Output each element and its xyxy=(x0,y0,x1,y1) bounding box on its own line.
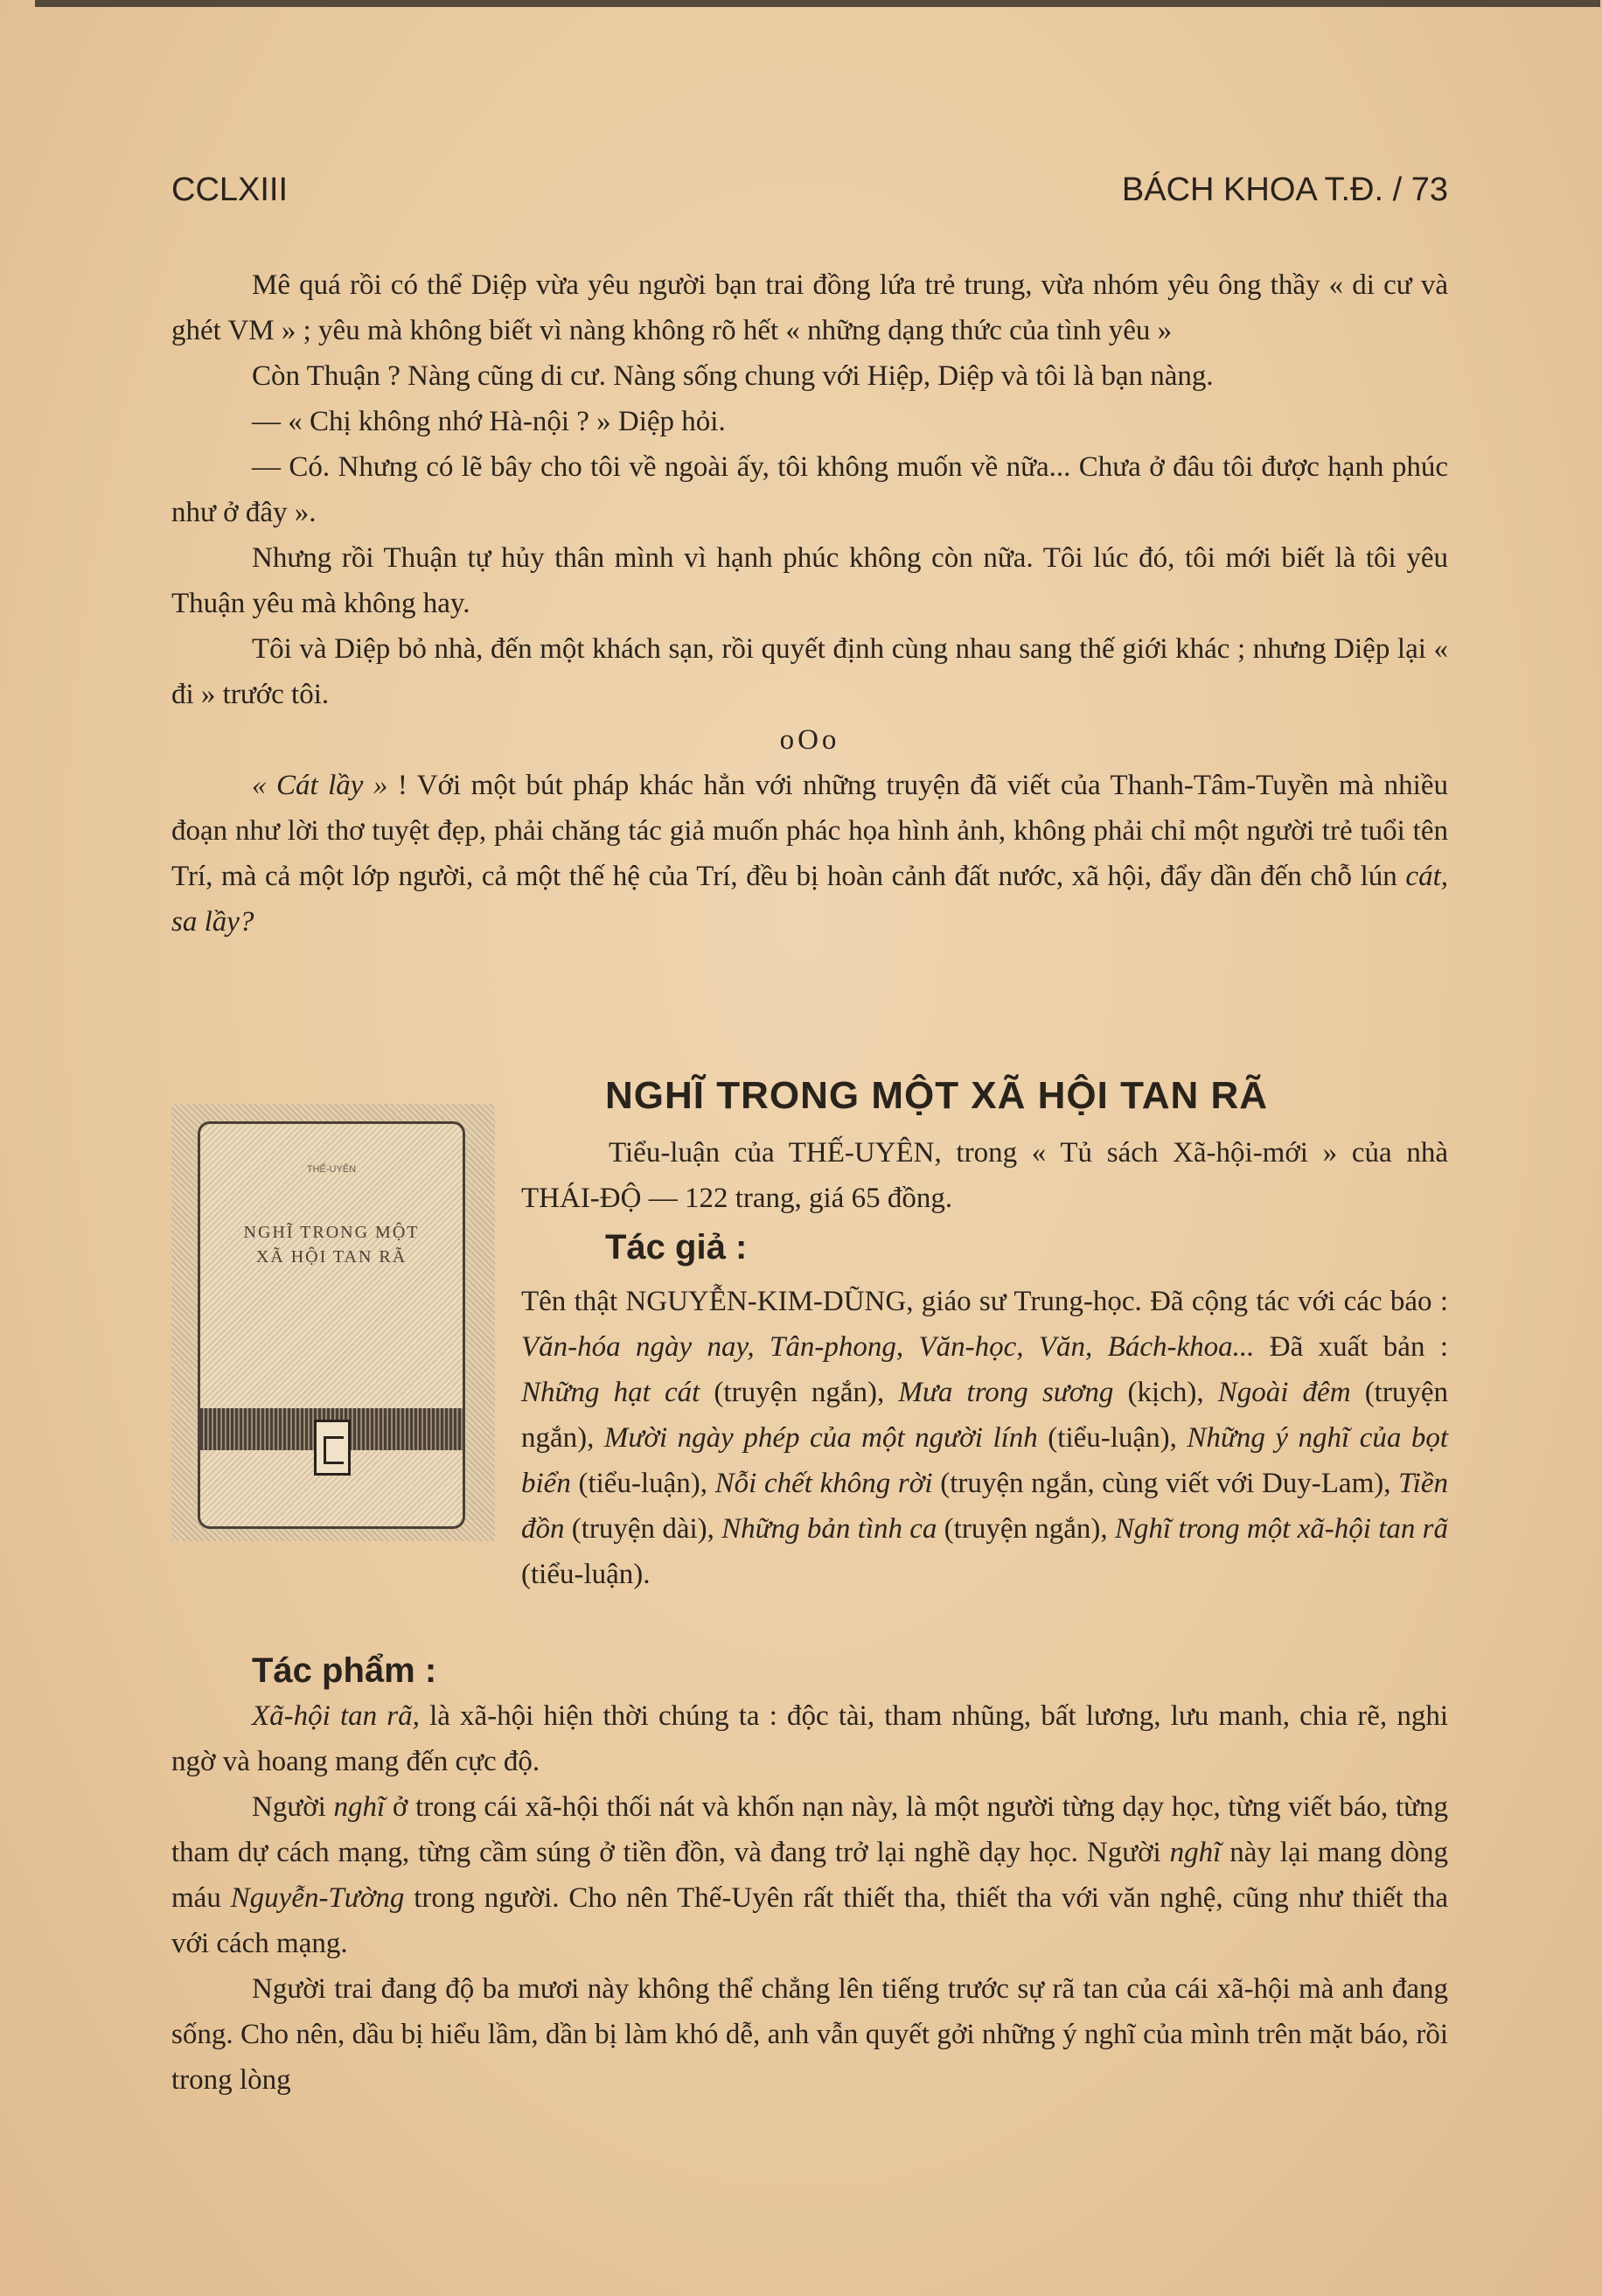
paragraph-end: cát, sa lầy? xyxy=(171,861,1448,938)
paragraph: Nhưng rồi Thuận tự hủy thân mình vì hạnh phúc không còn nữa. Tôi lúc đó, tôi mới biết là tôi yêu Thuận yêu mà không hay. xyxy=(171,542,1448,619)
paragraph: Còn Thuận ? Nàng cũng di cư. Nàng sống chung với Hiệp, Diệp và tôi là bạn nàng. xyxy=(252,360,1214,392)
bio-text: Đã xuất bản : xyxy=(1254,1331,1448,1363)
review-intro: Tiểu-luận của THẾ-UYÊN, trong « Tủ sách Xã-hội-mới » của nhà THÁI-ĐỘ — 122 trang, giá 65 đồng. xyxy=(521,1137,1448,1214)
paragraph-text: là xã-hội hiện thời chúng ta : độc tài, tham nhũng, bất lương, lưu manh, chia rẽ, nghi ngờ và hoang mang đến cực độ. xyxy=(171,1700,1448,1777)
work-title: Những hạt cát xyxy=(521,1377,700,1408)
works-section xyxy=(171,1644,1448,2103)
cover-title xyxy=(218,1220,445,1269)
page-top-edge xyxy=(35,0,1600,7)
works-paragraph: Người trai đang độ ba mươi này không thể chẳng lên tiếng trước sự rã tan của cái xã-hội mà anh đang sống. Cho nên, dầu bị hiểu lầm, dần bị làm khó dễ, anh vẫn quyết gởi những ý nghĩ của mình trên mặt báo, rồi trong lòng xyxy=(171,1973,1448,2096)
running-header xyxy=(171,171,1448,215)
page-roman-numeral: CCLXIII xyxy=(171,171,289,208)
paragraph: Mê quá rồi có thể Diệp vừa yêu người bạn trai đồng lứa trẻ trung, vừa nhóm yêu ông thầy « di cư và ghét VM » ; yêu mà không biết vì nàng không rõ hết « những dạng thức của tình yêu » xyxy=(171,269,1448,346)
author-heading-text: Tác giả : xyxy=(605,1228,748,1267)
dialogue-line: — « Chị không nhớ Hà-nội ? » Diệp hỏi. xyxy=(252,406,726,437)
work-note: (truyện ngắn), xyxy=(700,1377,899,1408)
work-note: (kịch), xyxy=(1113,1377,1218,1408)
work-note: (tiểu-luận), xyxy=(1037,1422,1188,1454)
work-title: Mưa trong sương xyxy=(898,1377,1114,1408)
emphasis: nghĩ xyxy=(333,1791,386,1823)
work-title: Những bản tình ca xyxy=(721,1513,937,1545)
work-note: (truyện dài), xyxy=(564,1513,722,1545)
works-paragraph xyxy=(171,1784,1448,1966)
paragraph-text: Người xyxy=(252,1791,334,1823)
commentary-paragraph xyxy=(171,763,1448,945)
work-note: (tiểu-luận), xyxy=(570,1468,715,1499)
works-heading: Tác phẩm : xyxy=(252,1651,437,1690)
cover-title-line: NGHĨ TRONG MỘT xyxy=(243,1223,420,1242)
work-title: Ngoài đêm xyxy=(1217,1377,1351,1408)
author-bio-first xyxy=(171,1279,1448,1597)
cover-title-line: XÃ HỘI TAN RÃ xyxy=(255,1247,407,1267)
work-note: (tiểu-luận). xyxy=(521,1559,651,1590)
emphasis: nghĩ xyxy=(1169,1837,1222,1868)
paragraph-text: này lại mang dòng máu xyxy=(171,1837,1448,1914)
section-separator: oOo xyxy=(779,724,840,756)
author-heading xyxy=(521,1225,1448,1270)
cover-author: THẾ-UYÊN xyxy=(306,1164,357,1175)
work-note: (truyện ngắn, cùng viết với Duy-Lam), xyxy=(932,1468,1399,1499)
work-title: Những ý nghĩ của bọt biển xyxy=(521,1422,1449,1499)
paragraph-text: trong người. Cho nên Thế-Uyên rất thiết tha, thiết tha với văn nghệ, cũng như thiết tha với cách mạng. xyxy=(171,1882,1448,1959)
work-title: Nỗi chết không rời xyxy=(714,1468,933,1499)
emphasis: Nguyễn-Tường xyxy=(230,1882,405,1914)
paragraph-text: ! Với một bút pháp khác hẳn với những truyện đã viết của Thanh-Tâm-Tuyền mà nhiều đoạn như lời thơ tuyệt đẹp, phải chăng tác giả muốn phác họa hình ảnh, không phải chỉ một người trẻ tuổi tên Trí, mà cả một lớp người, cả một thế hệ của Trí, đều bị hoàn cảnh đất nước, xã hội, đẩy dần đến chỗ lún xyxy=(171,770,1448,892)
work-title: Tiền đồn xyxy=(521,1468,1448,1545)
work-title: Nghĩ trong một xã-hội tan rã xyxy=(1114,1513,1448,1545)
work-note: (truyện ngắn), xyxy=(937,1513,1115,1545)
review-heading: NGHĨ TRONG MỘT XÃ HỘI TAN RÃ xyxy=(605,1074,1269,1117)
papers-list: Văn-hóa ngày nay, Tân-phong, Văn-học, Văn, Bách-khoa... xyxy=(521,1331,1255,1363)
paragraph: Tôi và Diệp bỏ nhà, đến một khách sạn, rồi quyết định cùng nhau sang thế giới khác ; nhưng Diệp lại « đi » trước tôi. xyxy=(171,633,1448,710)
work-title: Mười ngày phép của một người lính xyxy=(603,1422,1038,1454)
author-bio xyxy=(171,1279,1448,1597)
work-title: Xã-hội tan rã, xyxy=(252,1700,420,1732)
works-paragraph xyxy=(171,1693,1448,1784)
magazine-title-page-number: BÁCH KHOA T.Đ. / 73 xyxy=(1121,171,1448,208)
story-continuation xyxy=(171,262,1448,945)
book-title: « Cát lầy » xyxy=(252,770,388,801)
paragraph-text: ở trong cái xã-hội thối nát và khốn nạn này, là một người từng dạy học, từng viết báo, từng tham dự cách mạng, từng cầm súng ở tiền đồn, và đang trở lại nghề dạy học. Người xyxy=(171,1791,1448,1868)
review-intro-block xyxy=(521,1130,1448,1270)
bio-text: Tên thật NGUYỄN-KIM-DŨNG, giáo sư Trung-học. Đã cộng tác với các báo : xyxy=(521,1286,1448,1317)
dialogue-line: — Có. Nhưng có lẽ bây cho tôi về ngoài ấy, tôi không muốn về nữa... Chưa ở đâu tôi được hạnh phúc như ở đây ». xyxy=(171,451,1448,528)
work-note: (truyện ngắn), xyxy=(521,1377,1448,1454)
